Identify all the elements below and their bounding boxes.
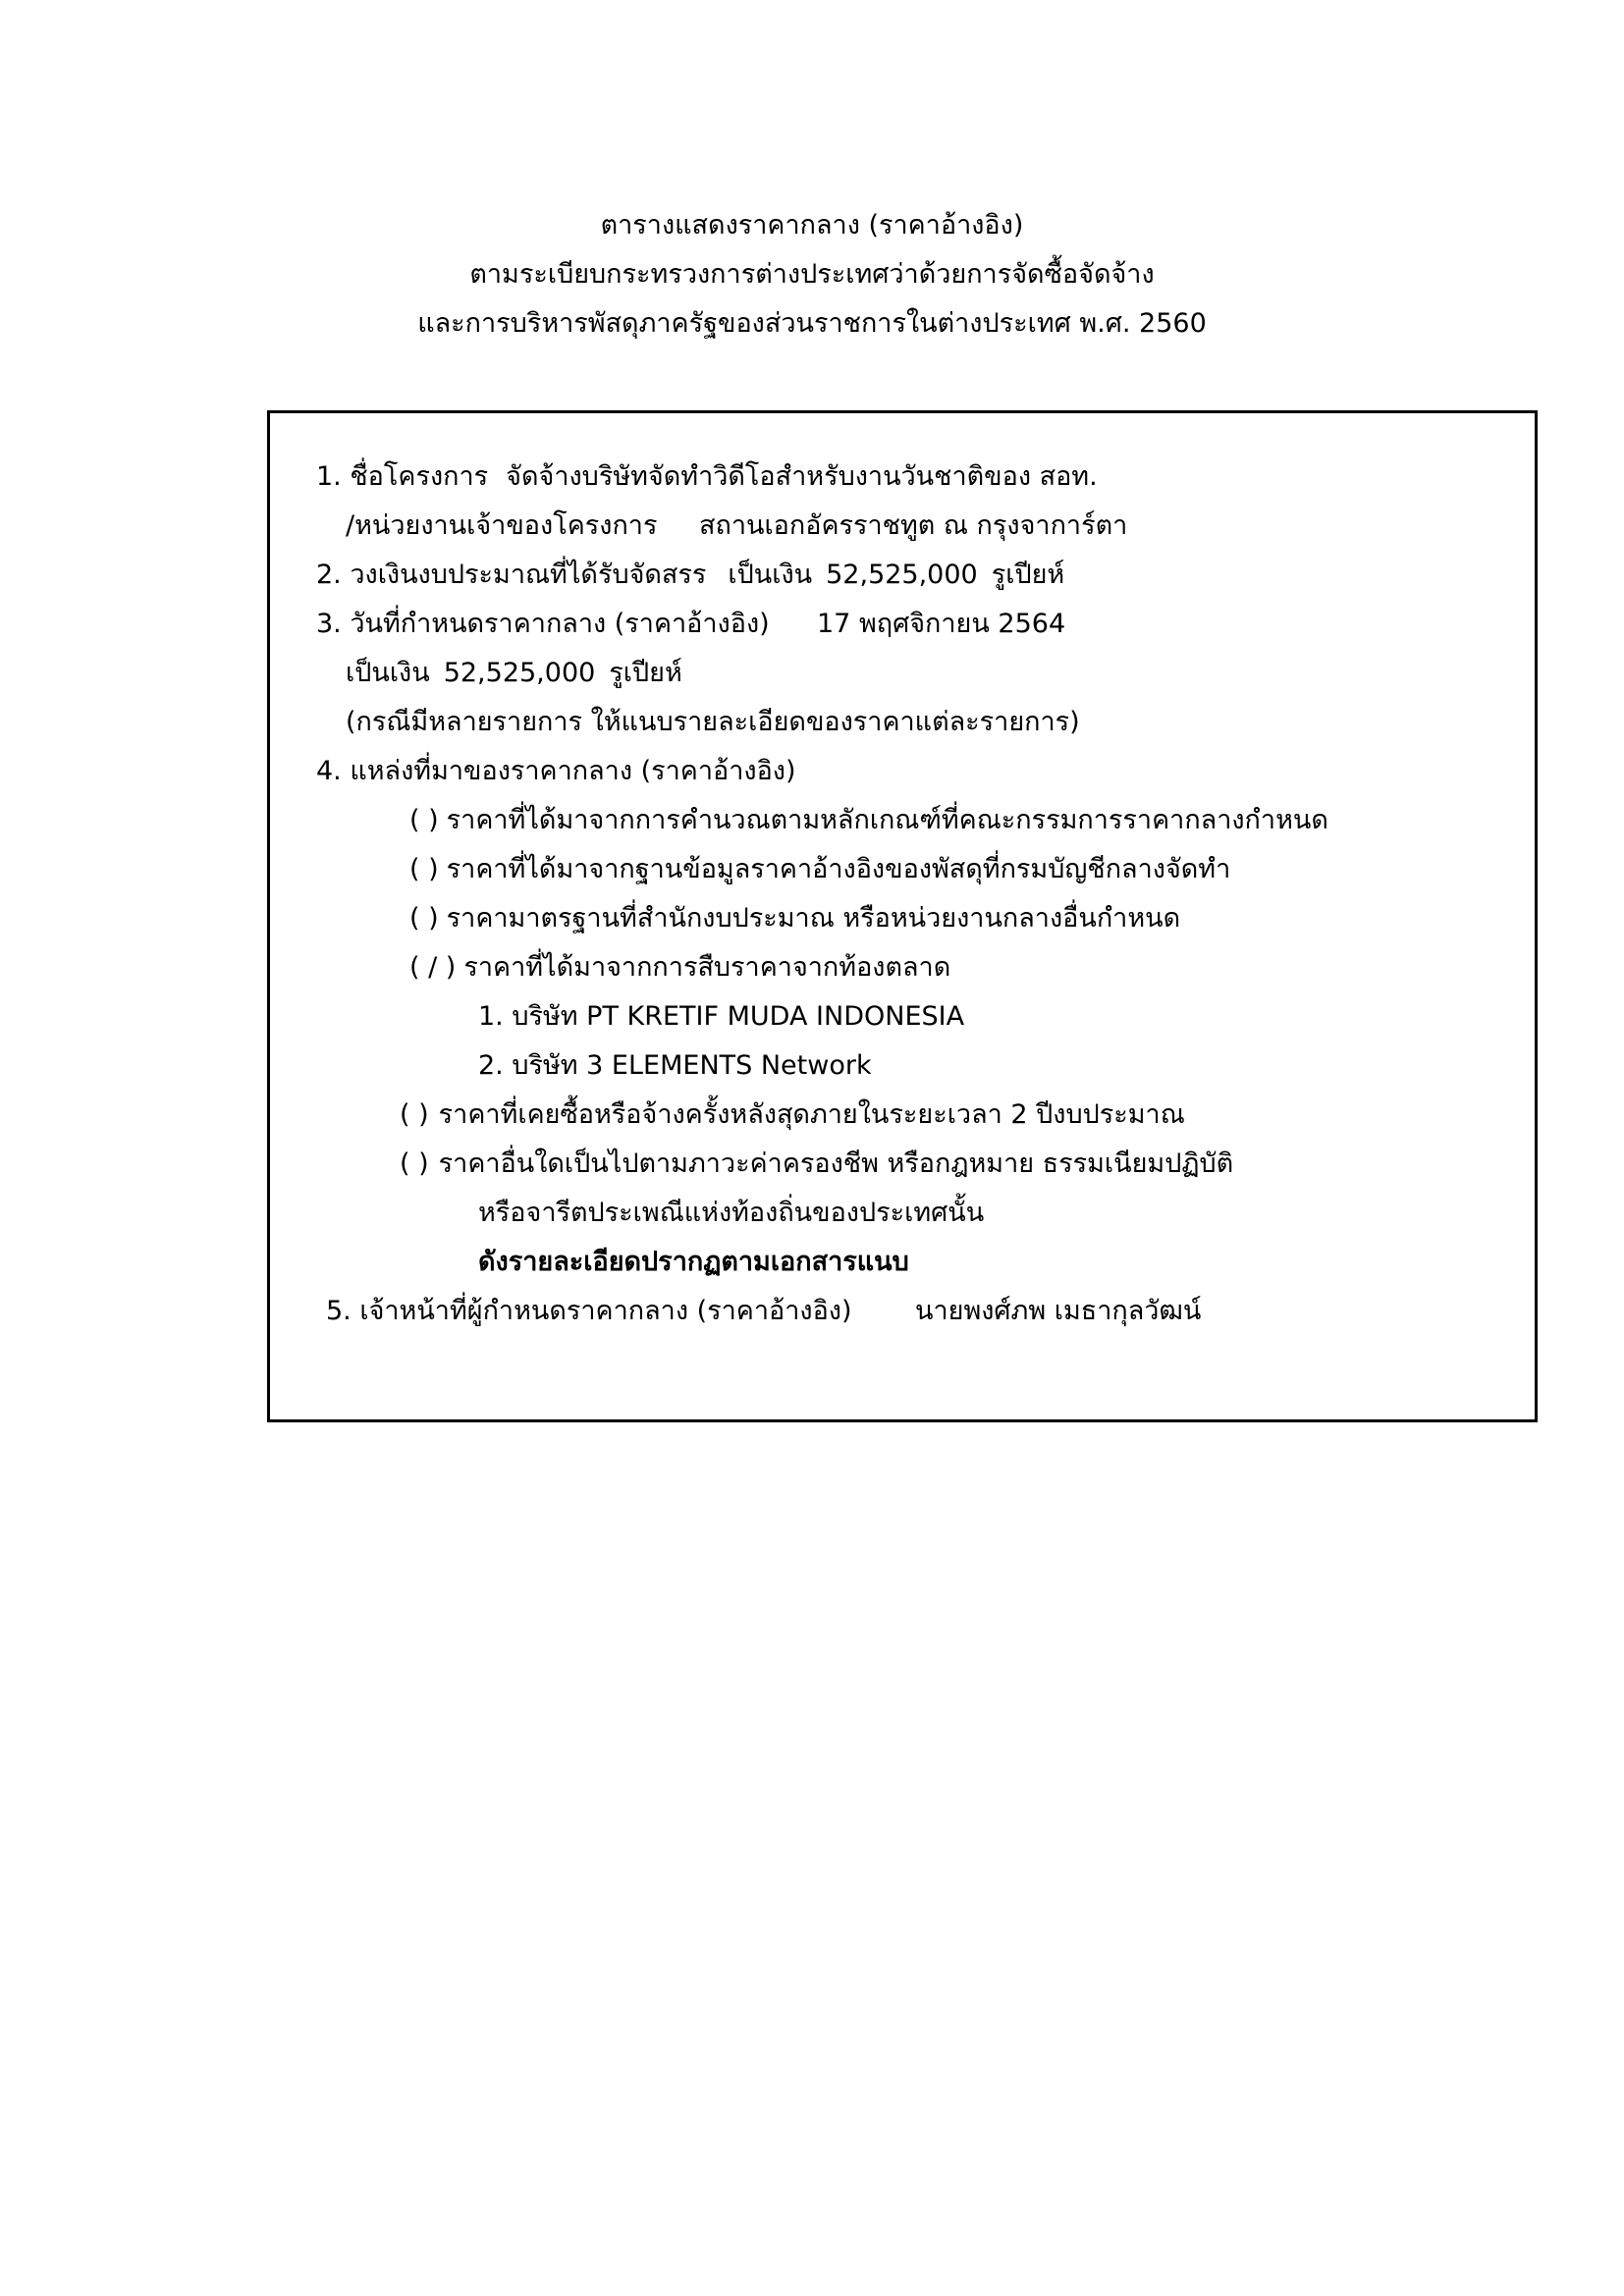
item4-option-2 — [409, 853, 1230, 886]
item4-row — [316, 755, 796, 788]
option-text-continued: หรือจารีตประเพณีแห่งท้องถิ่นของประเทศนั้น — [478, 1198, 985, 1228]
company-name: 1. บริษัท PT KRETIF MUDA INDONESIA — [478, 1001, 965, 1032]
item3-amount-prefix: เป็นเงิน — [346, 658, 430, 688]
attachment-note — [478, 1246, 909, 1279]
item1-value: จัดจ้างบริษัทจัดทำวิดีโอสำหรับงานวันชาติของ สอท. — [506, 461, 1098, 492]
item2-row — [316, 559, 1064, 592]
item3-label: 3. วันที่กำหนดราคากลาง (ราคาอ้างอิง) — [316, 609, 770, 639]
item4-option-5 — [400, 1098, 1185, 1132]
title-line-1: ตารางแสดงราคากลาง (ราคาอ้างอิง) — [600, 210, 1024, 240]
item3-note-row — [346, 706, 1080, 739]
item4-option-1 — [409, 804, 1328, 837]
option-mark: ( ) — [409, 805, 439, 835]
option-text: ราคาที่ได้มาจากฐานข้อมูลราคาอ้างอิงของพัสดุที่กรมบัญชีกลางจัดทำ — [446, 854, 1231, 884]
item3-amount-row — [346, 657, 682, 690]
option-text: ราคาที่ได้มาจากการสืบราคาจากท้องตลาด — [463, 952, 951, 983]
option-mark: ( ) — [400, 1148, 429, 1179]
item3-date-row — [817, 608, 1065, 641]
item4-option-3 — [409, 902, 1180, 935]
item5-row — [326, 1295, 852, 1328]
item3-currency: รูเปียห์ — [609, 658, 682, 688]
item1-owner-label: /หน่วยงานเจ้าของโครงการ — [346, 510, 658, 541]
company-1 — [478, 1000, 964, 1034]
item1-row — [316, 460, 1098, 494]
title-line-2: ตามระเบียบกระทรวงการต่างประเทศว่าด้วยการจัดซื้อจัดจ้าง — [469, 259, 1155, 290]
item1-label: 1. ชื่อโครงการ — [316, 461, 489, 492]
item5-label: 5. เจ้าหน้าที่ผู้กำหนดราคากลาง (ราคาอ้างอิง) — [326, 1296, 852, 1326]
item2-amount-prefix: เป็นเงิน — [728, 560, 813, 590]
item2-currency: รูเปียห์ — [991, 560, 1065, 590]
item1-owner-value-row — [699, 509, 1127, 543]
item5-name: นายพงศ์ภพ เมธากุลวัฒน์ — [915, 1296, 1202, 1326]
item4-label: 4. แหล่งที่มาของราคากลาง (ราคาอ้างอิง) — [316, 756, 796, 786]
option-mark: ( / ) — [409, 952, 457, 983]
item4-option-6 — [400, 1148, 1233, 1181]
item3-date: 17 พฤศจิกายน 2564 — [817, 609, 1066, 639]
title-line-3: และการบริหารพัสดุภาครัฐของส่วนราชการในต่างประเทศ พ.ศ. 2560 — [417, 308, 1207, 339]
option-mark: ( ) — [409, 854, 439, 884]
company-2 — [478, 1049, 872, 1083]
option-mark: ( ) — [409, 903, 439, 934]
option-text: ราคาที่ได้มาจากการคำนวณตามหลักเกณฑ์ที่คณะกรรมการราคากลางกำหนด — [446, 805, 1328, 835]
option-text: ราคาอื่นใดเป็นไปตามภาวะค่าครองชีพ หรือกฎหมาย ธรรมเนียมปฏิบัติ — [438, 1148, 1234, 1179]
option-text: ราคามาตรฐานที่สำนักงบประมาณ หรือหน่วยงานกลางอื่นกำหนด — [446, 903, 1181, 934]
item2-amount: 52,525,000 — [826, 560, 978, 590]
item3-amount: 52,525,000 — [443, 658, 596, 688]
option-mark: ( ) — [400, 1099, 429, 1130]
company-name: 2. บริษัท 3 ELEMENTS Network — [478, 1050, 872, 1081]
option-text: ราคาที่เคยซื้อหรือจ้างครั้งหลังสุดภายในระยะเวลา 2 ปีงบประมาณ — [438, 1099, 1185, 1130]
item4-option-6-cont — [478, 1197, 984, 1230]
item2-label: 2. วงเงินงบประมาณที่ได้รับจัดสรร — [316, 560, 707, 590]
attachment-note-text: ดังรายละเอียดปรากฏตามเอกสารแนบ — [478, 1247, 909, 1277]
item5-name-row — [915, 1295, 1201, 1328]
item4-option-4 — [409, 951, 950, 985]
item1-owner-row — [346, 509, 657, 543]
item1-owner-value: สถานเอกอัครราชทูต ณ กรุงจาการ์ตา — [699, 510, 1128, 541]
document-title — [0, 201, 1624, 348]
item3-row — [316, 608, 770, 641]
item3-note: (กรณีมีหลายรายการ ให้แนบรายละเอียดของราคาแต่ละรายการ) — [346, 707, 1080, 737]
